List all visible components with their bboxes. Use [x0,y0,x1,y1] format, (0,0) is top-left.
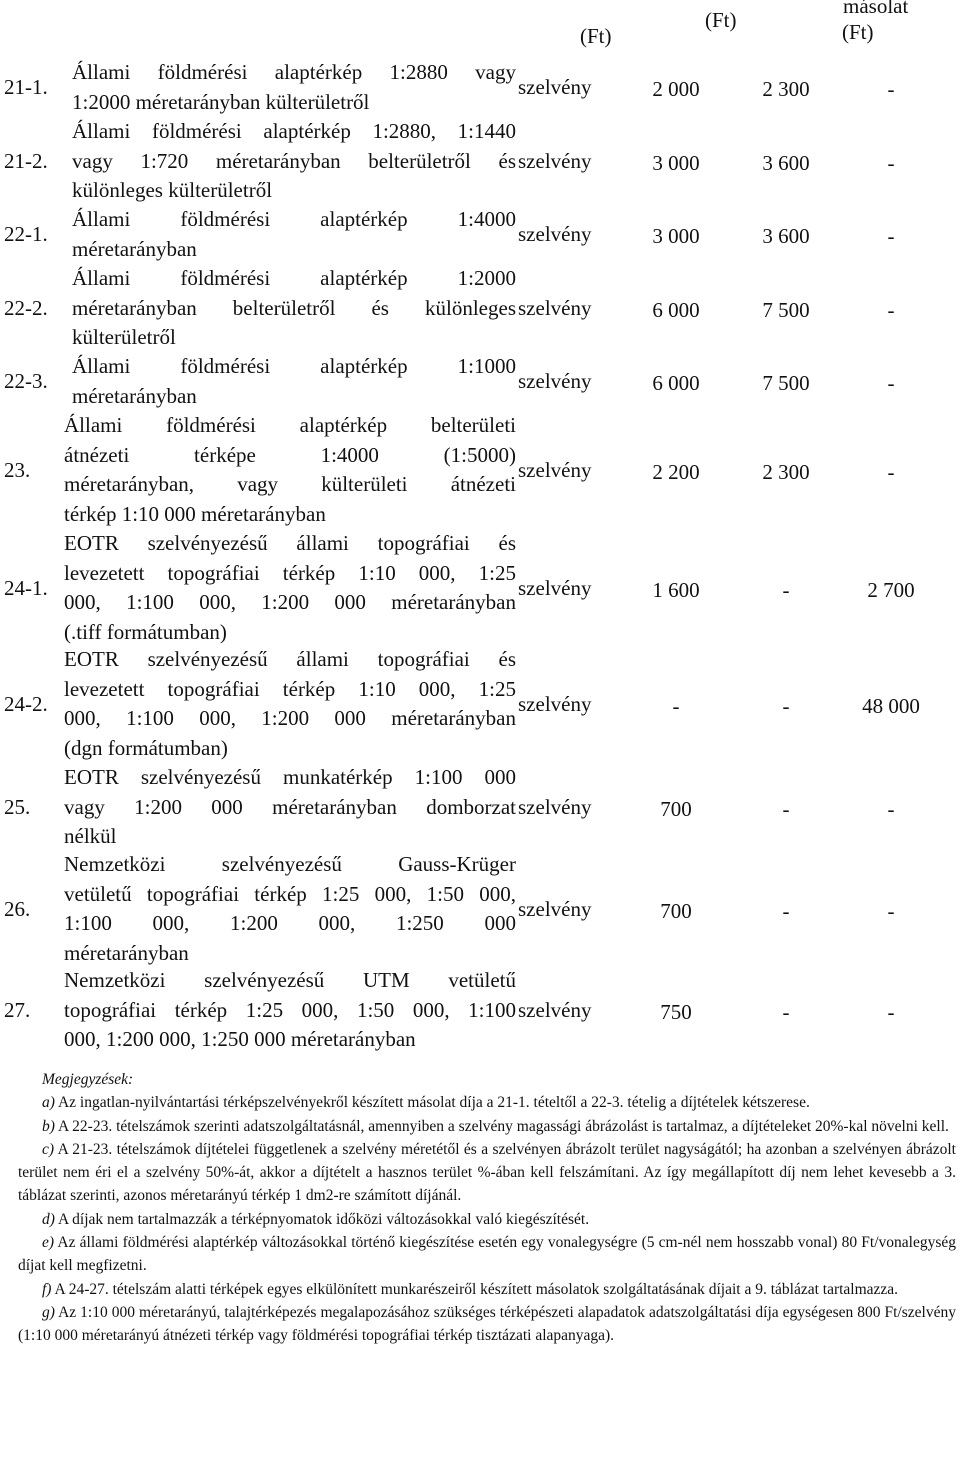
note-label: b) [42,1117,55,1135]
description-line: méretarányban [72,383,197,408]
note-text: Az 1:10 000 méretarányú, talajtérképezés megalapozásához szükséges térképészeti alapadatok adatszolgáltatási díja egységesen 800 Ft/szelvény (1:10 000 méretarányú átnézeti térkép vagy földmérési topográfiai térkép tisztázati alapanyaga). [18,1303,956,1345]
notes-list [18,1091,956,1347]
row-price-3: 48 000 [862,693,920,718]
description-line: Nemzetközi szelvényezésű Gauss-Krüger [64,852,516,876]
row-unit: szelvény [518,691,592,716]
row-price-2: 7 500 [762,297,810,322]
note-label: a) [42,1094,55,1112]
note-text: A díjak nem tartalmazzák a térképnyomatok időközi változásokkal való kiegészítését. [57,1210,590,1228]
note-label: c) [42,1140,55,1158]
row-unit: szelvény [518,794,592,819]
row-price-3: - [887,796,895,821]
note-item [18,1091,956,1114]
row-unit: szelvény [518,575,592,600]
description-line: méretarányban belterületről és különleges [72,295,516,320]
row-unit: szelvény [518,75,592,99]
description-line: méretarányban, vagy külterületi átnézeti [64,472,516,496]
row-price-3: 2 700 [867,577,915,602]
row-price-1: 3 000 [652,150,700,175]
row-price-1: 6 000 [652,297,700,322]
note-text: A 21-23. tételszámok díjtételei függetlenek a szelvény méretétől és a szelvényen ábrázolt terület nagyságától; ha azonban a szelvényen ábrázolt terület nem éri el a szelvény 50%-át, akkor a díjtételt a hasznos terület %-ában kell felszámítani. Az így megállapított díj nem lehet kevesebb a 3. táblázat szerinti, azonos méretarányú térkép 1 dm2-re számított díjánál. [18,1140,956,1205]
row-description [64,763,516,852]
row-description [72,205,516,264]
description-line: 1:2000 méretarányban külterületről [72,89,370,114]
row-description [72,264,516,353]
note-item [18,1301,956,1348]
note-text: A 24-27. tételszám alatti térképek egyes elkülönített munkarészeiről készített másolatok szolgáltatásának díjait a 9. táblázat tartalmazza. [54,1280,899,1298]
row-price-2: 3 600 [762,150,810,175]
header-masolat: másolat [843,0,909,18]
row-unit: szelvény [518,896,592,921]
note-label: f) [42,1280,52,1298]
row-unit: szelvény [518,997,592,1022]
row-unit: szelvény [518,148,592,173]
row-number: 22-2. [4,295,48,320]
note-item [18,1231,956,1278]
description-line: 000, 1:200 000, 1:250 000 méretarányban [64,1027,416,1051]
note-text: A 22-23. tételszámok szerinti adatszolgáltatásnál, amennyiben a szelvény magassági ábrázolást is tartalmaz, a díjtételeket 20%-kal növelni kell. [57,1117,949,1135]
description-line: Állami földmérési alaptérkép 1:2880, 1:1440 [72,119,516,143]
row-price-1: 3 000 [652,224,700,248]
description-line: méretarányban [72,236,197,261]
row-price-3: - [887,459,895,484]
row-description [64,850,516,968]
row-price-1: 750 [660,999,692,1024]
row-price-2: - [782,577,790,602]
row-number: 26. [4,896,31,921]
row-price-1: - [672,693,680,718]
row-number: 22-1. [4,222,48,246]
description-line: levezetett topográfiai térkép 1:10 000, 1:25 [64,676,516,701]
description-line: vagy 1:200 000 méretarányban domborzat [64,794,516,819]
row-number: 23. [4,457,31,482]
row-unit: szelvény [518,457,592,482]
row-number: 21-1. [4,75,48,99]
row-number: 22-3. [4,369,48,393]
description-line: Nemzetközi szelvényezésű UTM vetületű [64,968,516,992]
row-unit: szelvény [518,222,592,246]
description-line: nélkül [64,824,117,848]
row-price-3: - [887,999,895,1024]
row-number: 25. [4,794,31,819]
row-number: 27. [4,997,31,1022]
note-label: d) [42,1210,55,1228]
row-price-3: - [887,77,895,101]
row-price-2: 7 500 [762,371,810,395]
description-line: EOTR szelvényezésű állami topográfiai és [64,531,516,555]
description-line: (dgn formátumban) [64,735,228,760]
description-line: átnézeti térképe 1:4000 (1:5000) [64,442,516,467]
row-unit: szelvény [518,295,592,320]
row-price-2: 2 300 [762,77,810,101]
row-number: 24-1. [4,575,48,600]
description-line: Állami földmérési alaptérkép belterületi [64,413,516,437]
description-line: különleges külterületről [72,178,273,202]
row-price-2: - [782,898,790,923]
row-price-2: - [782,796,790,821]
row-price-3: - [887,297,895,322]
row-description [72,352,516,411]
row-description [64,645,516,763]
description-line: Állami földmérési alaptérkép 1:2000 [72,266,516,290]
header-ft-2: (Ft) [705,8,737,32]
description-line: méretarányban [64,940,189,965]
note-label: g) [42,1303,55,1321]
row-description [64,966,516,1055]
notes-title: Megjegyzések: [42,1071,134,1088]
row-description [64,411,516,529]
row-price-1: 6 000 [652,371,700,395]
note-item [18,1208,956,1231]
description-line: EOTR szelvényezésű munkatérkép 1:100 000 [64,765,516,789]
row-description [72,117,516,206]
description-line: 000, 1:100 000, 1:200 000 méretarányban [64,706,516,730]
row-number: 21-2. [4,148,48,173]
description-line: levezetett topográfiai térkép 1:10 000, 1:25 [64,560,516,585]
row-number: 24-2. [4,691,48,716]
row-price-1: 1 600 [652,577,700,602]
description-line: vetületű topográfiai térkép 1:25 000, 1:50 000, [64,881,516,906]
row-price-2: 2 300 [762,459,810,484]
description-line: (.tiff formátumban) [64,619,227,644]
row-price-1: 700 [660,898,692,923]
row-price-1: 700 [660,796,692,821]
row-price-2: - [782,693,790,718]
description-line: EOTR szelvényezésű állami topográfiai és [64,647,516,671]
note-item [18,1138,956,1208]
description-line: Állami földmérési alaptérkép 1:4000 [72,207,516,231]
header-ft-3: (Ft) [842,20,874,44]
note-label: e) [42,1234,55,1252]
row-description [72,58,516,117]
row-description [64,529,516,647]
row-price-3: - [887,371,895,395]
notes-section [18,1068,956,1348]
description-line: Állami földmérési alaptérkép 1:1000 [72,354,516,378]
description-line: Állami földmérési alaptérkép 1:2880 vagy [72,60,516,84]
description-line: topográfiai térkép 1:25 000, 1:50 000, 1:100 [64,997,516,1022]
description-line: 1:100 000, 1:200 000, 1:250 000 [64,911,516,935]
header-ft-1: (Ft) [580,24,612,48]
row-unit: szelvény [518,369,592,393]
description-line: térkép 1:10 000 méretarányban [64,501,326,526]
row-price-2: - [782,999,790,1024]
note-text: Az állami földmérési alaptérkép változásokkal történő kiegészítése esetén egy vonalegységre (5 cm-nél nem hosszabb vonal) 80 Ft/vonalegység díjat kell megfizetni. [18,1234,956,1275]
note-item [18,1278,956,1301]
row-price-2: 3 600 [762,224,810,248]
row-price-1: 2 000 [652,77,700,101]
row-price-1: 2 200 [652,459,700,484]
row-price-3: - [887,224,895,248]
description-line: 000, 1:100 000, 1:200 000 méretarányban [64,590,516,614]
note-item [18,1115,956,1138]
row-price-3: - [887,898,895,923]
row-price-3: - [887,150,895,175]
note-text: Az ingatlan-nyilvántartási térképszelvényekről készített másolat díja a 21-1. tételtől a 22-3. tételig a díjtételek kétszerese. [57,1094,810,1112]
description-line: vagy 1:720 méretarányban belterületről és [72,148,516,173]
description-line: külterületről [72,325,176,349]
